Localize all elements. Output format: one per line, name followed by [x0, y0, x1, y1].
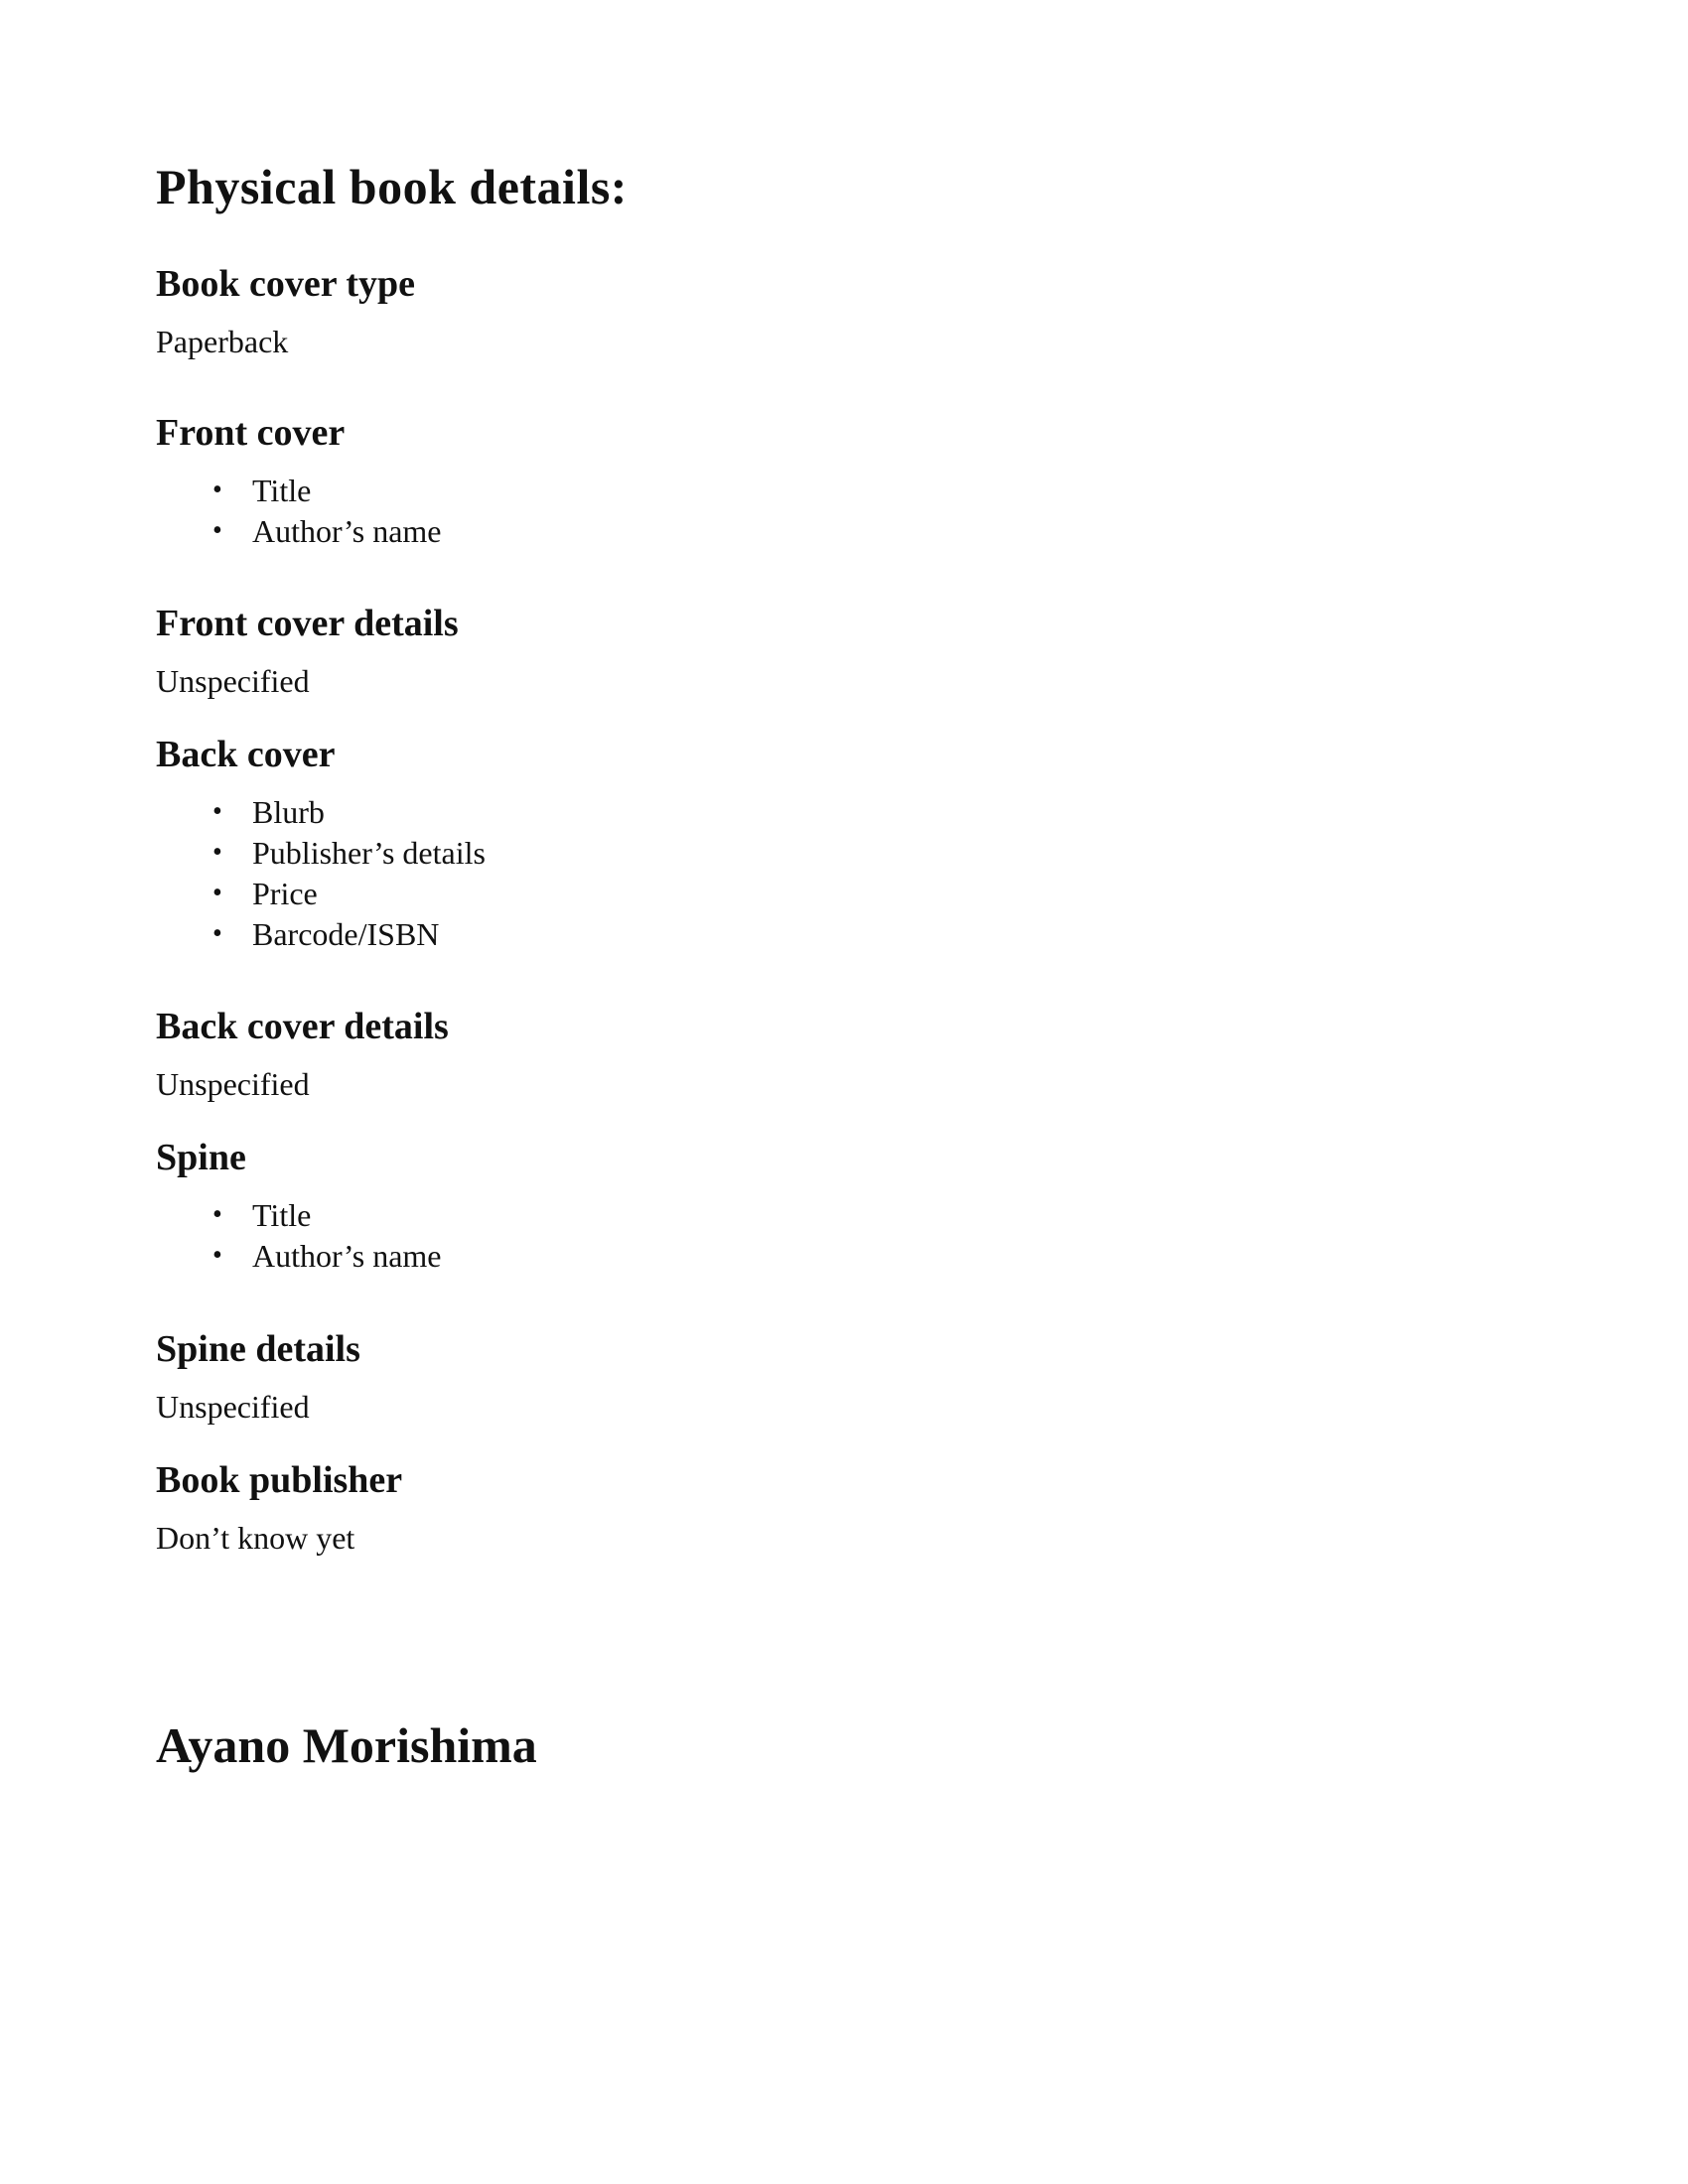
front-cover-list [156, 471, 441, 552]
section-heading-back-cover-details: Back cover details [156, 1006, 449, 1047]
section-value-back-cover-details: Unspecified [156, 1066, 310, 1102]
section-value-front-cover-details: Unspecified [156, 663, 310, 699]
list-item: • Author’s name [156, 511, 441, 552]
section-heading-spine: Spine [156, 1137, 246, 1178]
list-item: • Title [156, 1195, 441, 1236]
section-heading-book-cover-type: Book cover type [156, 263, 416, 305]
author-name: Ayano Morishima [156, 1717, 537, 1773]
section-value-spine-details: Unspecified [156, 1389, 310, 1425]
list-item: • Author’s name [156, 1236, 441, 1277]
spine-list [156, 1195, 441, 1277]
list-item: • Blurb [156, 792, 486, 833]
section-value-book-cover-type: Paperback [156, 324, 289, 359]
list-item: • Publisher’s details [156, 833, 486, 874]
page-title: Physical book details: [156, 159, 628, 214]
section-heading-book-publisher: Book publisher [156, 1459, 403, 1501]
section-heading-back-cover: Back cover [156, 734, 336, 775]
list-item: • Barcode/ISBN [156, 914, 486, 955]
section-heading-front-cover: Front cover [156, 412, 346, 454]
section-value-book-publisher: Don’t know yet [156, 1520, 355, 1556]
list-item: • Price [156, 874, 486, 914]
section-heading-spine-details: Spine details [156, 1328, 360, 1370]
section-heading-front-cover-details: Front cover details [156, 603, 459, 644]
back-cover-list [156, 792, 486, 955]
list-item: • Title [156, 471, 441, 511]
